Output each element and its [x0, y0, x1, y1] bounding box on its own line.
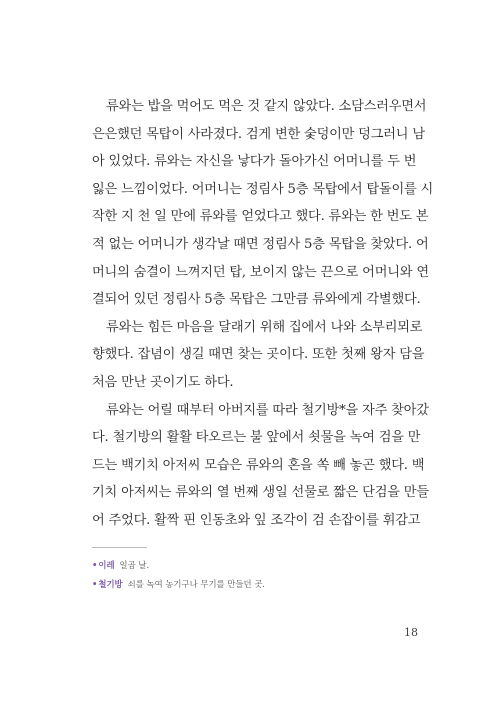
body-line: 류와는 어릴 때부터 아버지를 따라 철기방*을 자주 찾아갔 [106, 402, 429, 418]
footnote-definition: 쇠를 녹여 농기구나 무기를 만들던 곳. [127, 579, 265, 589]
footnote-bullet: • [92, 560, 98, 570]
footnote-term: 이레 [98, 560, 115, 570]
body-line: 작한 지 천 일 만에 류와를 얻었다고 했다. 류와는 한 번도 본 [92, 209, 429, 225]
body-text [92, 93, 434, 535]
footnote-definition: 일곱 날. [119, 560, 150, 570]
body-line: 드는 백기치 아저씨 모습은 류와의 혼을 쏙 빼 놓곤 했다. 백 [92, 457, 425, 473]
footnote-term: 철기방 [98, 579, 123, 589]
body-line: 은은했던 목탑이 사라졌다. 검게 변한 숯덩이만 덩그러니 남 [92, 126, 425, 142]
body-line: 적 없는 어머니가 생각날 때면 정림사 5층 목탑을 찾았다. 어 [92, 236, 429, 252]
body-line: 처음 만난 곳이기도 하다. [92, 374, 234, 390]
body-line: 다. 철기방의 활활 타오르는 불 앞에서 쇳물을 녹여 검을 만 [92, 430, 421, 446]
body-line: 머니의 숨결이 느껴지던 탑, 보이지 않는 끈으로 어머니와 연 [92, 264, 429, 280]
page-number: 18 [404, 626, 418, 639]
body-line: 류와는 힘든 마음을 달래기 위해 집에서 나와 소부리뫼로 [106, 319, 423, 335]
footnote-bullet: • [92, 579, 98, 589]
footnote-item [92, 556, 428, 575]
body-line: 아 있었다. 류와는 자신을 낳다가 돌아가신 어머니를 두 번 [92, 154, 417, 170]
footnotes [92, 556, 428, 594]
body-line: 잃은 느낌이었다. 어머니는 정림사 5층 목탑에서 탑돌이를 시 [92, 181, 434, 197]
body-line: 결되어 있던 정림사 5층 목탑은 그만큼 류와에게 각별했다. [92, 292, 421, 308]
body-line: 어 주었다. 활짝 핀 인동초와 잎 조각이 검 손잡이를 휘감고 [92, 512, 421, 528]
body-line: 향했다. 잡념이 생길 때면 찾는 곳이다. 또한 첫째 왕자 담을 [92, 347, 425, 363]
footnote-item [92, 575, 428, 594]
body-line: 류와는 밥을 먹어도 먹은 것 같지 않았다. 소담스러우면서 [106, 99, 427, 114]
body-line: 기치 아저씨는 류와의 열 번째 생일 선물로 짧은 단검을 만들 [92, 485, 429, 501]
footnote-divider [92, 547, 147, 548]
